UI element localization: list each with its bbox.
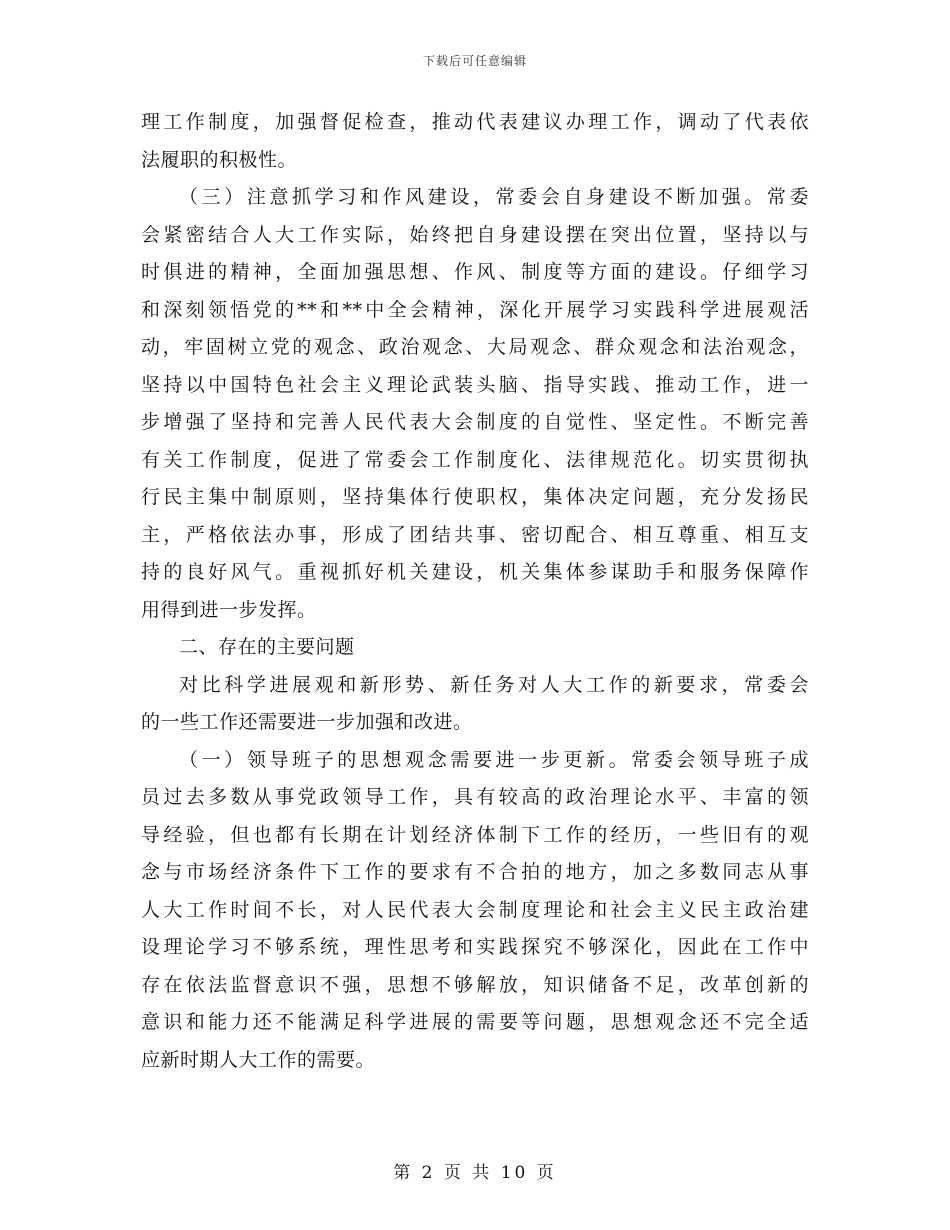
text-line: 导经验，但也都有长期在计划经济体制下工作的经历，一些旧有的观: [141, 823, 809, 846]
text-line: 坚持以中国特色社会主义理论武装头脑、指导实践、推动工作，进一: [141, 373, 809, 396]
text-line: 动，牢固树立党的观念、政治观念、大局观念、群众观念和法治观念，: [141, 336, 809, 358]
text-line: 存在依法监督意识不强，思想不够解放，知识储备不足，改革创新的: [141, 973, 809, 996]
text-line: 应新时期人大工作的需要。: [141, 1048, 376, 1071]
text-line: 有关工作制度，促进了常委会工作制度化、法律规范化。切实贯彻执: [141, 448, 809, 471]
section-heading: 二、存在的主要问题: [179, 636, 355, 658]
text-line: 法履职的积极性。: [141, 148, 298, 171]
page-number: 第 2 页 共 10 页: [393, 1163, 557, 1183]
text-line: 的一些工作还需要进一步加强和改进。: [141, 711, 473, 733]
text-line: 意识和能力还不能满足科学进展的需要等问题，思想观念还不完全适: [141, 1011, 809, 1033]
text-line: 持的良好风气。重视抓好机关建设，机关集体参谋助手和服务保障作: [141, 561, 809, 583]
text-line: 和深刻领悟党的**和**中全会精神，深化开展学习实践科学进展观活: [141, 298, 809, 321]
text-line: 对比科学进展观和新形势、新任务对人大工作的新要求，常委会: [179, 673, 809, 696]
text-line: 人大工作时间不长，对人民代表大会制度理论和社会主义民主政治建: [141, 898, 809, 921]
text-line: （一）领导班子的思想观念需要进一步更新。常委会领导班子成: [179, 748, 809, 771]
text-line: 会紧密结合人大工作实际，始终把自身建设摆在突出位置，坚持以与: [141, 223, 809, 246]
text-line: 设理论学习不够系统，理性思考和实践探究不够深化，因此在工作中: [141, 936, 809, 958]
text-line: 理工作制度，加强督促检查，推动代表建议办理工作，调动了代表依: [141, 111, 809, 133]
text-line: 员过去多数从事党政领导工作，具有较高的政治理论水平、丰富的领: [141, 786, 809, 808]
text-line: 行民主集中制原则，坚持集体行使职权，集体决定问题，充分发扬民: [141, 486, 809, 508]
text-line: 主，严格依法办事，形成了团结共事、密切配合、相互尊重、相互支: [141, 523, 809, 546]
document-body: [141, 104, 809, 1079]
text-line: 用得到进一步发挥。: [141, 598, 317, 621]
text-line: 时俱进的精神，全面加强思想、作风、制度等方面的建设。仔细学习: [141, 261, 809, 283]
text-line: （三）注意抓学习和作风建设，常委会自身建设不断加强。常委: [179, 186, 809, 208]
text-line: 步增强了坚持和完善人民代表大会制度的自觉性、坚定性。不断完善: [141, 411, 809, 433]
page-header: 下载后可任意编辑: [422, 54, 527, 68]
text-line: 念与市场经济条件下工作的要求有不合拍的地方，加之多数同志从事: [141, 861, 809, 883]
